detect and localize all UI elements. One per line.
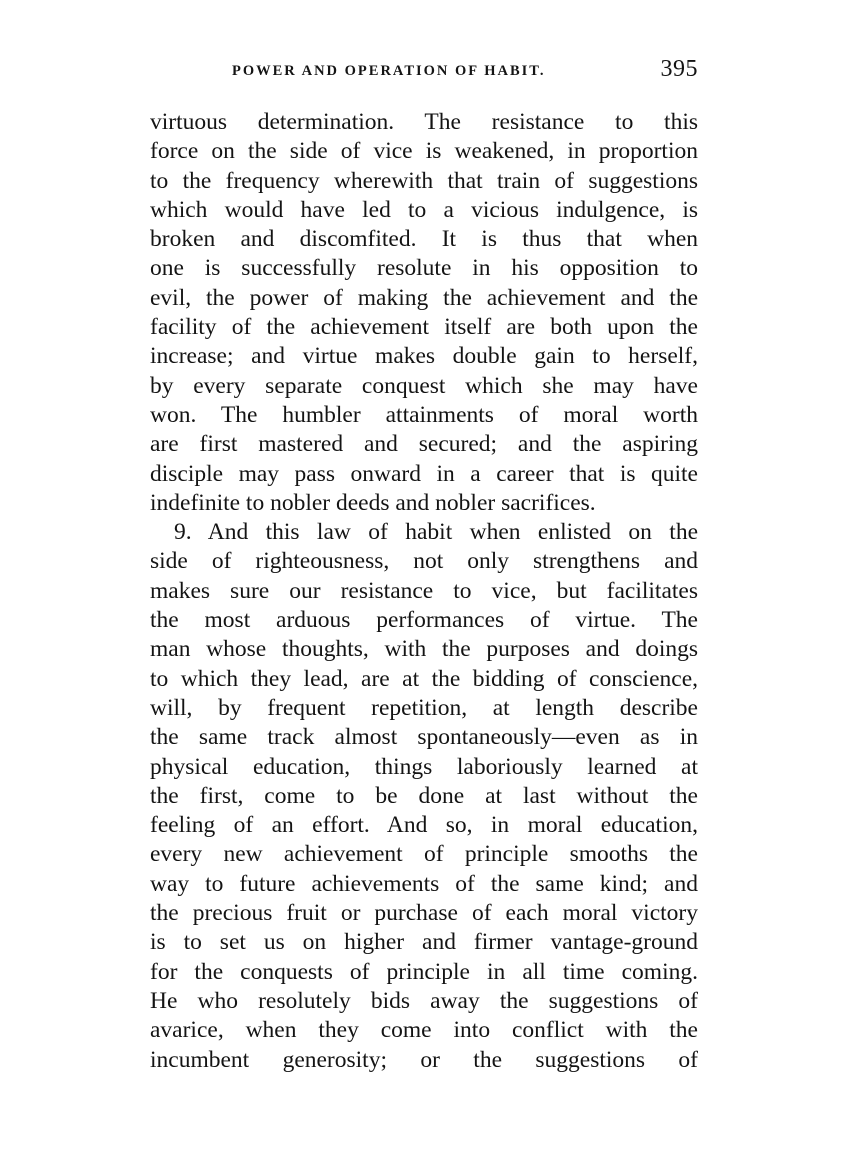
body-text [150,108,698,1075]
text-line: for the conquests of principle in all time coming. [150,958,698,985]
text-line: will, by frequent repetition, at length describe [150,694,698,721]
text-line: are first mastered and secured; and the aspiring [150,431,698,458]
text-line: avarice, when they come into conflict with the [150,1017,698,1044]
text-line: every new achievement of principle smooths the [150,841,698,868]
text-line: won. The humbler attainments of moral worth [150,401,698,428]
text-line: side of righteousness, not only strengthens and [150,548,698,575]
text-line: the most arduous performances of virtue. The [150,607,698,634]
text-line: He who resolutely bids away the suggestions of [150,987,698,1014]
text-line: virtuous determination. The resistance to this [150,109,698,135]
paragraph-end-line: indefinite to nobler deeds and nobler sacrifices. [150,489,596,516]
text-line: to which they lead, are at the bidding of conscience, [150,665,698,692]
running-title: POWER AND OPERATION OF HABIT. [232,63,546,79]
paragraph-start-line: 9. And this law of habit when enlisted on the [174,519,698,546]
text-line: increase; and virtue makes double gain to herself, [150,343,698,370]
text-line: the same track almost spontaneously—even as in [150,724,698,751]
text-line: man whose thoughts, with the purposes and doings [150,636,698,663]
text-line: incumbent generosity; or the suggestions of [150,1046,698,1073]
text-line: facility of the achievement itself are both upon the [150,314,698,341]
text-line: physical education, things laboriously learned at [150,753,698,780]
running-head [150,56,698,94]
text-line: feeling of an effort. And so, in moral education, [150,812,698,839]
text-line: which would have led to a vicious indulgence, is [150,196,698,223]
text-line: by every separate conquest which she may have [150,372,698,399]
text-line: one is successfully resolute in his opposition to [150,255,698,282]
page-number: 395 [660,56,698,82]
text-line: to the frequency wherewith that train of suggestions [150,167,698,194]
text-line: the precious fruit or purchase of each moral victory [150,900,698,927]
text-line: broken and discomfited. It is thus that when [150,226,698,253]
text-line: force on the side of vice is weakened, in proportion [150,138,698,165]
text-line: way to future achievements of the same kind; and [150,870,698,897]
text-line: evil, the power of making the achievement and the [150,284,698,311]
text-line: is to set us on higher and firmer vantage-ground [150,929,698,956]
book-page [150,56,698,1075]
text-line: makes sure our resistance to vice, but facilitates [150,577,698,604]
text-line: disciple may pass onward in a career that is quite [150,460,698,487]
text-line: the first, come to be done at last without the [150,782,698,809]
